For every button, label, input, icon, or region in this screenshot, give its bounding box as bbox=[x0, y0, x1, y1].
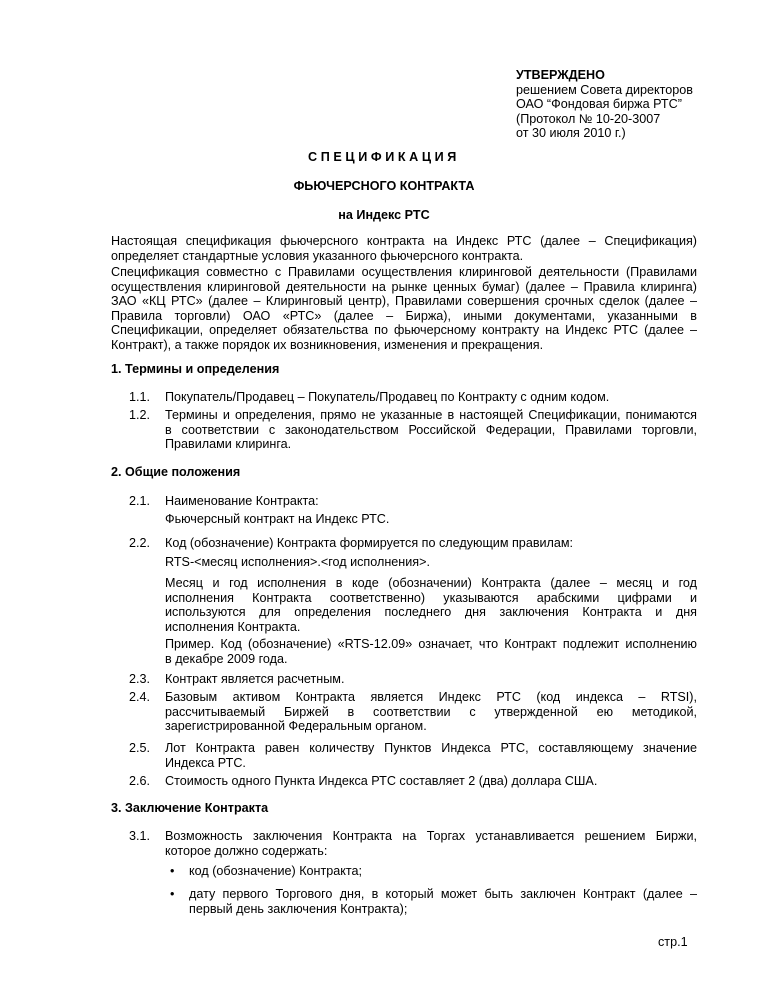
item-number: 1.1. bbox=[129, 390, 151, 404]
item-number: 2.6. bbox=[129, 774, 151, 788]
text-line: Покупатель/Продавец – Покупатель/Продавец по Контракту с одним кодом. bbox=[165, 390, 610, 404]
text-line: Индекса РТС. bbox=[165, 755, 246, 770]
text-line: исполнения Контракта соответственно) указываются арабскими цифрами и bbox=[165, 590, 697, 605]
text-line: Код (обозначение) Контракта формируется по следующим правилам: bbox=[165, 536, 574, 550]
text-line: код (обозначение) Контракта; bbox=[189, 864, 363, 878]
text-line: Правилами клиринга. bbox=[165, 437, 292, 452]
item-number: 3.1. bbox=[129, 829, 151, 843]
text-line: Наименование Контракта: bbox=[165, 494, 319, 508]
item-text bbox=[165, 408, 697, 452]
bullet-marker: • bbox=[170, 864, 175, 878]
text-line: ЗАО «КЦ РТС» (далее – Клиринговый центр), Правилами совершения срочных сделок (далее – bbox=[111, 294, 697, 309]
approval-line: ОАО “Фондовая биржа РТС” bbox=[516, 97, 682, 112]
text-line: осуществления клиринговой деятельности на рынке ценных бумаг) (далее – Правила клиринга) bbox=[111, 279, 697, 294]
item-number: 2.2. bbox=[129, 536, 151, 550]
item-text bbox=[165, 512, 697, 527]
text-line: Правила торговли) ОАО «РТС» (далее – Биржа), иными документами, указанными в bbox=[111, 308, 697, 323]
text-line: Стоимость одного Пункта Индекса РТС составляет 2 (два) доллара США. bbox=[165, 774, 598, 788]
text-line: Пример. Код (обозначение) «RTS-12.09» означает, что Контракт подлежит исполнению bbox=[165, 637, 697, 651]
text-line: Контракт), а также порядок их возникновения, изменения и прекращения. bbox=[111, 337, 544, 352]
section-heading: 1. Термины и определения bbox=[111, 362, 280, 376]
text-line: в соответствии с законодательством Российской Федерации, Правилами торговли, bbox=[165, 422, 697, 437]
item-text bbox=[165, 690, 697, 734]
text-line: Фьючерсный контракт на Индекс РТС. bbox=[165, 512, 390, 526]
approval-heading: УТВЕРЖДЕНО bbox=[516, 68, 605, 82]
bullet-text bbox=[189, 887, 697, 916]
item-number: 1.2. bbox=[129, 408, 151, 422]
text-line: Лот Контракта равен количеству Пунктов Индекса РТС, составляющему значение bbox=[165, 741, 697, 755]
approval-line: решением Совета директоров bbox=[516, 82, 694, 97]
text-line: исполнения Контракта. bbox=[165, 619, 301, 634]
approval-block bbox=[516, 68, 746, 141]
document-title: СПЕЦИФИКАЦИЯ bbox=[308, 150, 460, 164]
item-text bbox=[165, 494, 697, 509]
approval-line: (Протокол № 10-20-3007 bbox=[516, 111, 661, 126]
item-text bbox=[165, 536, 697, 551]
intro-paragraph-2 bbox=[111, 265, 697, 353]
text-line: Месяц и год исполнения в коде (обозначении) Контракта (далее – месяц и год bbox=[165, 576, 697, 590]
intro-paragraph-1 bbox=[111, 234, 697, 263]
text-line: дату первого Торгового дня, в который может быть заключен Контракт (далее – bbox=[189, 887, 697, 901]
text-line: рассчитываемый Биржей в соответствии с утвержденной ею методикой, bbox=[165, 704, 697, 719]
item-text bbox=[165, 829, 697, 858]
text-line: Возможность заключения Контракта на Торгах устанавливается решением Биржи, bbox=[165, 829, 697, 843]
item-text bbox=[165, 390, 697, 405]
text-line: которое должно содержать: bbox=[165, 843, 328, 858]
document-subtitle: ФЬЮЧЕРСНОГО КОНТРАКТА bbox=[293, 179, 475, 193]
text-line: Контракт является расчетным. bbox=[165, 672, 345, 686]
item-number: 2.3. bbox=[129, 672, 151, 686]
text-line: RTS-<месяц исполнения>.<год исполнения>. bbox=[165, 555, 430, 569]
item-text bbox=[165, 672, 697, 687]
document-subject: на Индекс РТС bbox=[338, 208, 430, 222]
text-line: Спецификация совместно с Правилами осуществления клиринговой деятельности (Правилами bbox=[111, 265, 697, 279]
bullet-text bbox=[189, 864, 697, 879]
text-line: первый день заключения Контракта); bbox=[189, 901, 408, 916]
text-line: используются для определения последнего дня заключения Контракта и дня bbox=[165, 605, 697, 620]
item-text bbox=[165, 774, 697, 789]
item-number: 2.4. bbox=[129, 690, 151, 704]
item-number: 2.5. bbox=[129, 741, 151, 755]
item-text bbox=[165, 741, 697, 770]
section-heading: 2. Общие положения bbox=[111, 465, 241, 479]
section-heading: 3. Заключение Контракта bbox=[111, 801, 269, 815]
text-line: Спецификации, определяет обязательства по фьючерсному контракту на Индекс РТС (далее – bbox=[111, 323, 697, 338]
item-text bbox=[165, 555, 697, 570]
bullet-marker: • bbox=[170, 887, 175, 901]
page-number: стр.1 bbox=[658, 935, 688, 949]
text-line: зарегистрированной Федеральным органом. bbox=[165, 719, 427, 734]
approval-line: от 30 июля 2010 г.) bbox=[516, 126, 626, 141]
item-text bbox=[165, 637, 697, 666]
text-line: в декабре 2009 года. bbox=[165, 651, 288, 666]
text-line: Настоящая спецификация фьючерсного контракта на Индекс РТС (далее – Спецификация) bbox=[111, 234, 697, 248]
text-line: Термины и определения, прямо не указанные в настоящей Спецификации, понимаются bbox=[165, 408, 697, 422]
item-number: 2.1. bbox=[129, 494, 151, 508]
item-text bbox=[165, 576, 697, 634]
text-line: определяет стандартные условия указанного фьючерсного контракта. bbox=[111, 248, 524, 263]
text-line: Базовым активом Контракта является Индекс РТС (код индекса – RTSI), bbox=[165, 690, 697, 704]
